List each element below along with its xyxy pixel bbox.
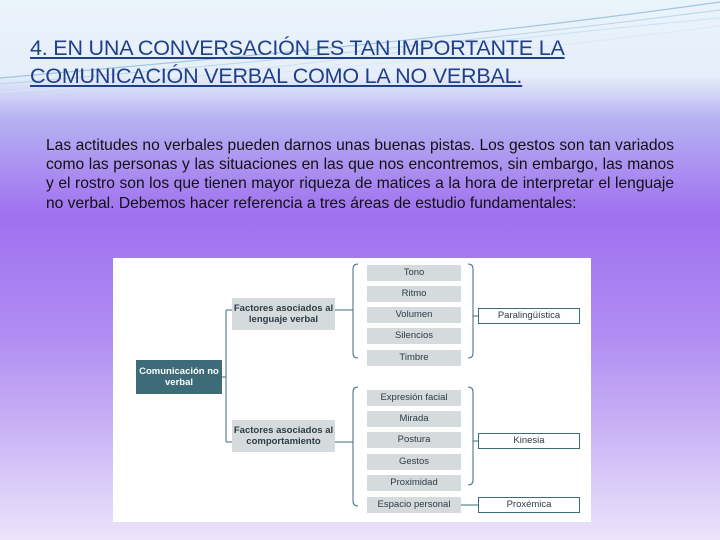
area-proxemica: Proxémica	[478, 497, 580, 513]
item-espacio-personal: Espacio personal	[367, 497, 461, 513]
root-node-comunicacion-no-verbal: Comunicación no verbal	[136, 360, 222, 394]
item-silencios: Silencios	[367, 328, 461, 344]
item-ritmo: Ritmo	[367, 286, 461, 302]
area-paralinguistica: Paralingüística	[478, 308, 580, 324]
item-timbre: Timbre	[367, 350, 461, 366]
item-mirada: Mirada	[367, 411, 461, 427]
item-postura: Postura	[367, 432, 461, 448]
body-paragraph: Las actitudes no verbales pueden darnos unas buenas pistas. Los gestos son tan variados como las personas y las situaciones en las que nos encontremos, sin embargo, las manos y el rostro son los que tienen mayor riqueza de matices a la hora de interpretar el lenguaje no verbal. Debemos hacer referencia a tres áreas de estudio fundamentales:	[46, 137, 674, 212]
nonverbal-communication-diagram	[113, 258, 591, 522]
item-proximidad: Proximidad	[367, 475, 461, 491]
item-tono: Tono	[367, 265, 461, 281]
group-lenguaje-verbal: Factores asociados al lenguaje verbal	[232, 298, 335, 330]
item-expresion-facial: Expresión facial	[367, 390, 461, 406]
area-kinesia: Kinesia	[478, 433, 580, 449]
group-comportamiento: Factores asociados al comportamiento	[232, 420, 335, 452]
item-gestos: Gestos	[367, 454, 461, 470]
slide-title: 4. EN UNA CONVERSACIÓN ES TAN IMPORTANTE LA COMUNICACIÓN VERBAL COMO LA NO VERBAL.	[30, 36, 565, 88]
item-volumen: Volumen	[367, 307, 461, 323]
